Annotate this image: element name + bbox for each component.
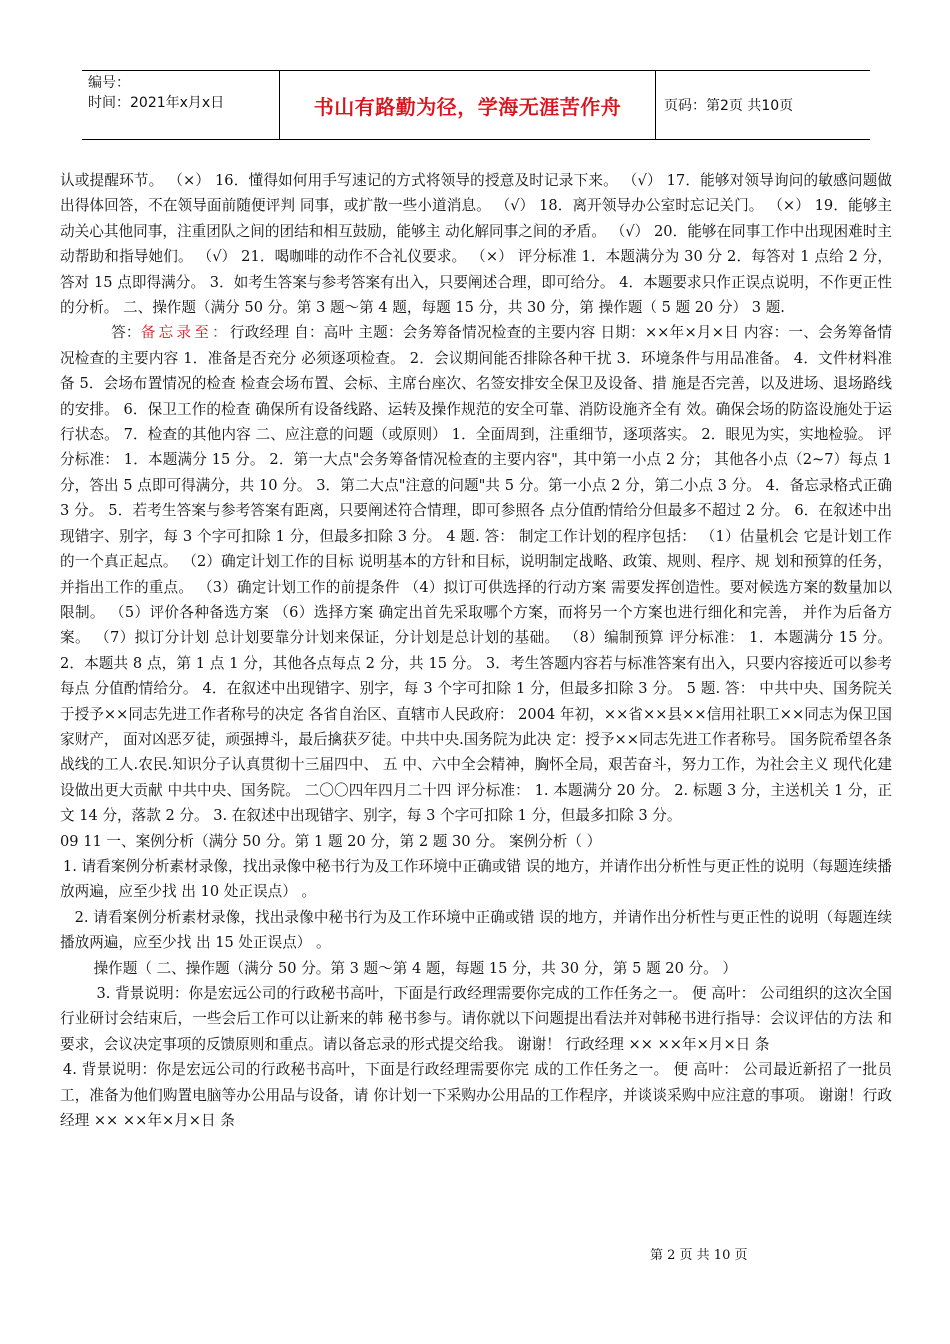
header-motto: 书山有路勤为径，学海无涯苦作舟 xyxy=(280,71,656,139)
document-code-label: 编号： xyxy=(88,75,130,91)
paragraph-text: 认或提醒环节。 （×） 16．懂得如何用手写速记的方式将领导的授意及时记录下来。 （√） 17．能够对领导询问的敏感问题做出得体回答，不在领导面前随便评判 同事，或扩散一些小道消息。 （√） 18．离开领导办公室时忘记关门。 （×） 19．能够主动关心其他同事，注重团队之间的团结和相互鼓励，能够主 动化解同事之间的矛盾。 （√） 20．能够在同事工作中出现困难时主动帮助和指导她们。 （√） 21．喝咖啡的动作不合礼仪要求。 （×） 评分标准 1．本题满分为 30 分 2．每答对 1 点给 2 分，答对 15 点即得满分。 3．如考生答案与参考答案有出入，只要阐述合理，即可给分。 4．本题要求只作正误点说明，不作更正性的分析。 二、操作题（满分 50 分。第 3 题～第 4 题，每题 15 分，共 30 分，第 操作题（ 5 题 20 分） 3 题. xyxy=(60,172,892,317)
document-date-label: 时间：2021年x月x日 xyxy=(88,95,225,111)
page-header xyxy=(82,70,870,140)
paragraph-text: 1. 请看案例分析素材录像，找出录像中秘书行为及工作环境中正确或错 误的地方，并请作出分析性与更正性的说明（每题连续播放两遍，应至少找 出 10 处正误点） 。 xyxy=(60,857,892,901)
body-paragraph xyxy=(60,829,892,854)
header-meta xyxy=(82,71,280,139)
page-footer: 第 2 页 共 10 页 xyxy=(650,1248,748,1263)
paragraph-text: 操作题（ 二、操作题（满分 50 分。第 3 题～第 4 题，每题 15 分，共 30 分，第 5 题 20 分。 ） xyxy=(93,959,737,977)
body-paragraph xyxy=(60,981,892,1057)
body-paragraph xyxy=(60,956,892,981)
body-paragraph xyxy=(60,854,892,905)
memo-highlight: 备忘录至： xyxy=(140,324,230,342)
answer-label: 答： xyxy=(111,324,141,342)
paragraph-text: 行政经理 自：高叶 主题：会务筹备情况检查的主要内容 日期：××年×月×日 内容：一、会务筹备情况检查的主要内容 1．准备是否充分 必须逐项检查。 2．会议期间能否排除各种干扰 3．环境条件与用品准备。 4．文件材料准备 5．会场布置情况的检查 检查会场布置、会标、主席台座次、名签安排安全保卫及设备、措 施是否完善，以及进场、退场路线的安排。 6．保卫工作的检查 确保所有设备线路、运转及操作规范的安全可靠、消防设施齐全有 效。确保会场的防盗设施处于运行状态。 7．检查的其他内容 二、应注意的问题（或原则） 1．全面周到，注重细节，逐项落实。 2．眼见为实，实地检验。 评分标准： 1．本题满分 15 分。 2．第一大点"会务筹备情况检查的主要内容"，其中第一小点 2 分； 其他各小点（2~7）每点 1 分，答出 5 点即可得满分，共 10 分。 3．第二大点"注意的问题"共 5 分。第一小点 2 分，第二小点 3 分。 4．备忘录格式正确 3 分。 5．若考生答案与参考答案有距离，只要阐述符合情理，即可参照各 点分值酌情给分但最多不超过 2 分。 6．在叙述中出现错字、别字，每 3 个字可扣除 1 分，但最多扣除 3 分。 4 题. 答： 制定工作计划的程序包括： （1）估量机会 它是计划工作的一个真正起点。 （2）确定计划工作的目标 说明基本的方针和目标，说明制定战略、政策、规则、程序、规 划和预算的任务，并指出工作的重点。 （3）确定计划工作的前提条件 （4）拟订可供选择的行动方案 需要发挥创造性。要对候选方案的数量加以限制。 （5）评价各种备选方案 （6）选择方案 确定出首先采取哪个方案，而将另一个方案也进行细化和完善， 并作为后备方案。 （7）拟订分计划 总计划要靠分计划来保证，分计划是总计划的基础。 （8）编制预算 评分标准： 1．本题满分 15 分。2．本题共 8 点，第 1 点 1 分，其他各点每点 2 分，共 15 分。 3．考生答题内容若与标准答案有出入，只要内容接近可以参考每点 分值酌情给分。 4．在叙述中出现错字、别字，每 3 个字可扣除 1 分，但最多扣除 3 分。 5 题. 答： 中共中央、国务院关于授予××同志先进工作者称号的决定 各省自治区、直辖市人民政府： 2004 年初，××省××县××信用社职工××同志为保卫国家财产， 面对凶恶歹徒，顽强搏斗，最后擒获歹徒。中共中央.国务院为此决 定：授予××同志先进工作者称号。 国务院希望各条战线的工人.农民.知识分子认真贯彻十三届四中、 五 中、六中全会精神，胸怀全局，艰苦奋斗，努力工作，为社会主义 现代化建设做出更大贡献 中共中央、国务院。 二〇〇四年四月二十四 评分标准： 1. 本题满分 20 分。 2. 标题 3 分，主送机关 1 分，正文 14 分，落款 2 分。 3. 在叙述中出现错字、别字，每 3 个字可扣除 1 分，但最多扣除 3 分。 xyxy=(60,324,893,825)
header-page-number: 页码：第2页 共10页 xyxy=(664,98,794,114)
paragraph-text: 2. 请看案例分析素材录像，找出录像中秘书行为及工作环境中正确或错 误的地方，并请作出分析性与更正性的说明（每题连续播放两遍，应至少找 出 15 处正误点） 。 xyxy=(60,908,892,952)
document-body xyxy=(60,168,892,1133)
body-paragraph xyxy=(60,168,892,320)
paragraph-text: 09 11 一、案例分析（满分 50 分。第 1 题 20 分，第 2 题 30 分。 案例分析（ ） xyxy=(60,832,602,850)
body-paragraph xyxy=(60,905,892,956)
body-paragraph xyxy=(60,1057,892,1133)
paragraph-text: 4. 背景说明：你是宏远公司的行政秘书高叶，下面是行政经理需要你完 成的工作任务之一。 便 高叶： 公司最近新招了一批员工，准备为他们购置电脑等办公用品与设备，请 你计划一下采购办公用品的工作程序，并谈谈采购中应注意的事项。 谢谢！行政经理 ×× ××年×月×日 条 xyxy=(60,1061,892,1130)
body-paragraph-memo xyxy=(60,320,892,828)
paragraph-text: 3. 背景说明：你是宏远公司的行政秘书高叶，下面是行政经理需要你完成的工作任务之一。 便 高叶： 公司组织的这次全国行业研讨会结束后，一些会后工作可以让新来的韩 秘书参与。请你就以下问题提出看法并对韩秘书进行指导：会议评估的方法 和要求，会议决定事项的反馈原则和重点。请以备忘录的形式提交给我。 谢谢！ 行政经理 ×× ××年×月×日 条 xyxy=(60,985,893,1053)
